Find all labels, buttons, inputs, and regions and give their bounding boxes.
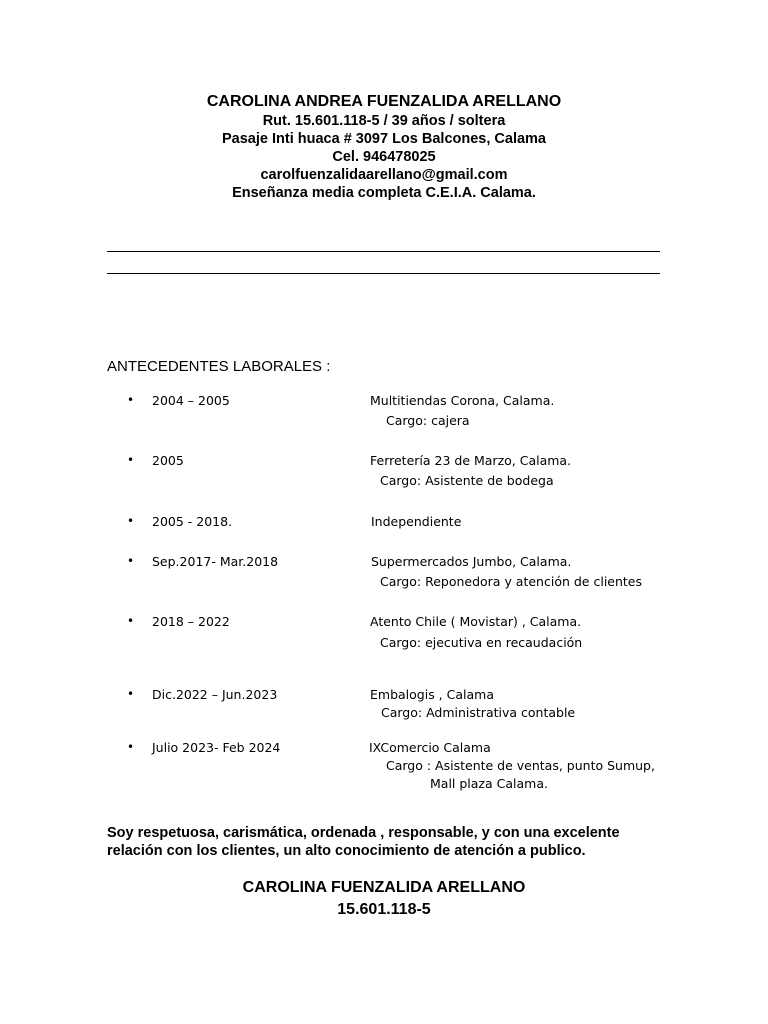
bullet-icon: • [127, 687, 135, 701]
job-company: Supermercados Jumbo, Calama. [371, 554, 572, 569]
job-period: 2018 – 2022 [152, 614, 230, 629]
bullet-icon: • [127, 740, 135, 754]
job-company: IXComercio Calama [369, 740, 491, 755]
divider-line [107, 273, 660, 274]
job-role: Cargo: cajera [386, 413, 470, 428]
section-title-work-history: ANTECEDENTES LABORALES : [107, 358, 331, 375]
job-company: Multitiendas Corona, Calama. [370, 393, 555, 408]
job-period: Julio 2023- Feb 2024 [152, 740, 281, 755]
job-role: Cargo: Reponedora y atención de clientes [380, 574, 643, 589]
phone: Cel. 946478025 [332, 149, 436, 165]
job-company: Independiente [371, 514, 462, 529]
job-period: 2004 – 2005 [152, 393, 230, 408]
job-company: Ferretería 23 de Marzo, Calama. [370, 453, 572, 468]
signature-name: CAROLINA FUENZALIDA ARELLANO [242, 879, 526, 896]
divider-line [107, 251, 660, 252]
bullet-icon: • [127, 514, 135, 528]
job-company: Embalogis , Calama [370, 687, 494, 702]
rut-age-status: Rut. 15.601.118-5 / 39 años / soltera [262, 113, 506, 129]
signature-rut: 15.601.118-5 [337, 901, 431, 918]
candidate-name: CAROLINA ANDREA FUENZALIDA ARELLANO [206, 93, 562, 110]
job-period: Sep.2017- Mar.2018 [152, 554, 279, 569]
job-role: Cargo: Administrativa contable [381, 705, 576, 720]
job-role: Cargo : Asistente de ventas, punto Sumup, [386, 758, 655, 773]
job-role: Cargo: Asistente de bodega [380, 473, 554, 488]
education: Enseñanza media completa C.E.I.A. Calama. [232, 185, 536, 201]
job-period: Dic.2022 – Jun.2023 [152, 687, 278, 702]
job-period: 2005 - 2018. [152, 514, 233, 529]
job-company: Atento Chile ( Movistar) , Calama. [370, 614, 582, 629]
bullet-icon: • [127, 453, 135, 467]
email: carolfuenzalidaarellano@gmail.com [260, 167, 508, 183]
job-role: Cargo: ejecutiva en recaudación [380, 635, 583, 650]
address: Pasaje Inti huaca # 3097 Los Balcones, Calama [222, 131, 546, 147]
bullet-icon: • [127, 393, 135, 407]
job-period: 2005 [152, 453, 184, 468]
job-role-continuation: Mall plaza Calama. [430, 776, 548, 791]
profile-summary: Soy respetuosa, carismática, ordenada , responsable, y con una excelente relación con los clientes, un alto conocimiento de atención a publico. [107, 825, 620, 859]
bullet-icon: • [127, 554, 135, 568]
bullet-icon: • [127, 614, 135, 628]
